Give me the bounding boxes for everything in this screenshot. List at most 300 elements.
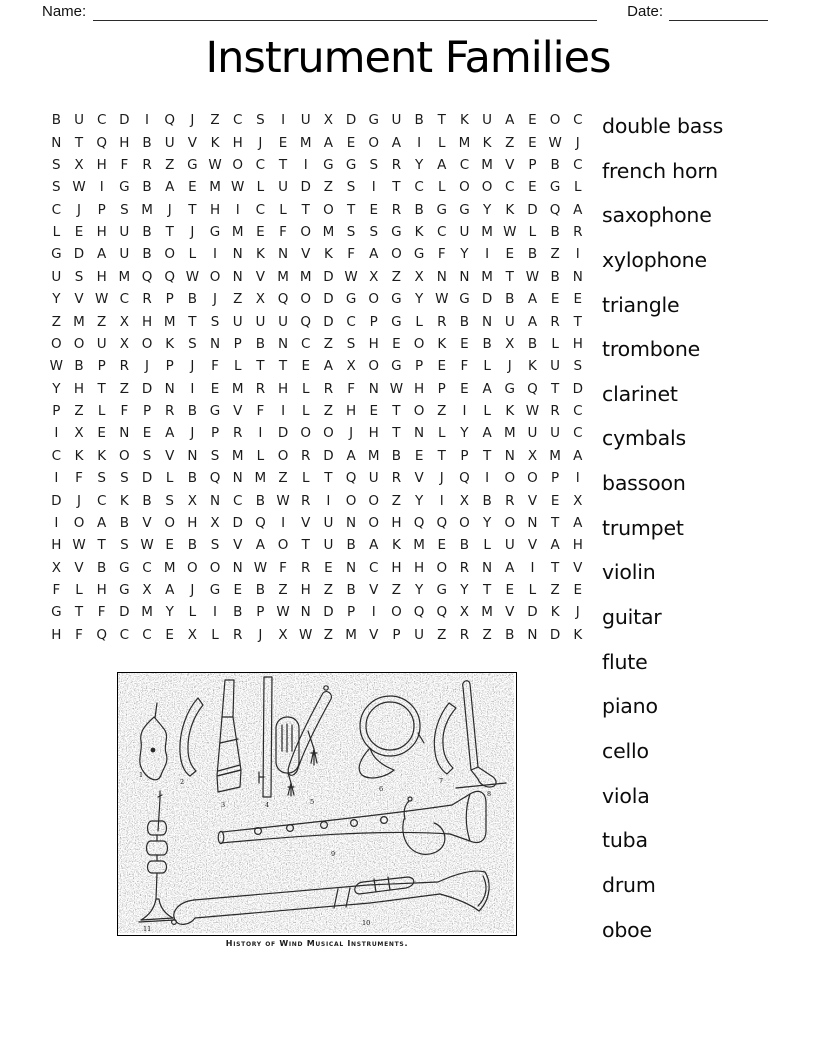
- grid-letter: Y: [482, 201, 492, 218]
- grid-letter: U: [119, 224, 130, 241]
- grid-letter: J: [145, 358, 150, 375]
- grid-letter: Q: [413, 514, 425, 531]
- grid-letter: X: [119, 313, 129, 330]
- grid-letter: H: [232, 134, 243, 151]
- grid-letter: V: [255, 268, 265, 285]
- grid-letter: O: [119, 447, 130, 464]
- grid-letter: X: [142, 582, 152, 599]
- grid-letter: G: [119, 582, 130, 599]
- grid-letter: Q: [436, 514, 448, 531]
- grid-letter: V: [505, 156, 515, 173]
- grid-letter: G: [368, 112, 379, 129]
- grid-letter: O: [549, 112, 561, 129]
- grid-letter: O: [73, 514, 85, 531]
- grid-letter: X: [573, 492, 583, 509]
- grid-letter: E: [210, 380, 220, 397]
- grid-letter: D: [527, 201, 538, 218]
- grid-letter: Y: [460, 582, 469, 599]
- grid-letter: L: [165, 470, 174, 487]
- grid-letter: B: [391, 447, 402, 464]
- grid-letter: Z: [165, 156, 175, 173]
- grid-letter: O: [164, 246, 176, 263]
- grid-letter: E: [97, 425, 106, 442]
- grid-letter: C: [51, 447, 62, 464]
- grid-letter: Q: [300, 313, 312, 330]
- grid-letter: M: [481, 224, 493, 241]
- grid-letter: E: [233, 582, 242, 599]
- grid-letter: S: [52, 156, 61, 173]
- grid-letter: V: [233, 537, 243, 554]
- grid-letter: F: [460, 358, 469, 375]
- grid-letter: S: [210, 447, 220, 464]
- grid-letter: V: [142, 514, 152, 531]
- grid-letter: T: [301, 537, 310, 554]
- grid-letter: R: [437, 313, 447, 330]
- grid-letter: P: [233, 335, 242, 352]
- grid-letter: H: [119, 134, 130, 151]
- name-date-header: [42, 3, 768, 21]
- grid-letter: K: [573, 626, 583, 643]
- grid-letter: K: [505, 403, 515, 420]
- grid-letter: L: [483, 537, 491, 554]
- word-list-item: flute: [602, 649, 648, 674]
- grid-letter: E: [369, 201, 378, 218]
- grid-letter: E: [437, 537, 447, 554]
- figure-number-5: 5: [310, 798, 315, 806]
- grid-letter: W: [344, 268, 358, 285]
- grid-letter: T: [505, 268, 514, 285]
- grid-letter: R: [391, 470, 402, 487]
- grid-letter: W: [435, 291, 449, 308]
- grid-letter: L: [301, 403, 310, 420]
- grid-letter: E: [528, 134, 537, 151]
- word-list-item: bassoon: [602, 471, 686, 496]
- grid-letter: X: [459, 604, 470, 621]
- grid-letter: C: [459, 156, 470, 173]
- grid-letter: A: [165, 582, 175, 599]
- grid-letter: Y: [52, 291, 61, 308]
- grid-letter: N: [346, 559, 357, 576]
- grid-letter: O: [187, 559, 198, 576]
- grid-letter: I: [371, 604, 376, 621]
- grid-letter: E: [165, 537, 174, 554]
- grid-letter: L: [279, 201, 287, 218]
- grid-letter: B: [51, 112, 61, 129]
- grid-letter: O: [73, 335, 85, 352]
- grid-letter: D: [527, 604, 538, 621]
- grid-letter: C: [119, 626, 130, 643]
- grid-letter: V: [233, 403, 243, 420]
- grid-letter: T: [392, 179, 401, 196]
- grid-letter: S: [210, 313, 220, 330]
- grid-letter: I: [145, 112, 150, 129]
- word-list-item: trumpet: [602, 515, 684, 540]
- grid-letter: W: [231, 179, 245, 196]
- grid-letter: E: [301, 358, 310, 375]
- grid-letter: H: [414, 559, 425, 576]
- grid-letter: A: [550, 537, 560, 554]
- grid-letter: X: [505, 335, 515, 352]
- word-list-item: cello: [602, 738, 649, 763]
- grid-letter: V: [573, 559, 583, 576]
- word-list-item: drum: [602, 872, 656, 897]
- grid-letter: W: [299, 626, 313, 643]
- grid-letter: H: [73, 380, 85, 397]
- figure-number-11: 11: [143, 925, 152, 933]
- grid-letter: E: [460, 335, 469, 352]
- grid-letter: M: [299, 268, 312, 285]
- grid-letter: B: [142, 134, 152, 151]
- grid-letter: O: [504, 470, 516, 487]
- grid-letter: L: [188, 604, 197, 621]
- grid-letter: R: [165, 403, 175, 420]
- grid-letter: R: [233, 425, 243, 442]
- grid-letter: H: [391, 514, 402, 531]
- grid-letter: C: [437, 224, 447, 241]
- grid-letter: H: [414, 380, 425, 397]
- word-list-item: oboe: [602, 917, 652, 942]
- figure-number-10: 10: [362, 919, 371, 927]
- grid-letter: R: [301, 559, 311, 576]
- word-list-item: triangle: [602, 292, 680, 317]
- grid-letter: Z: [391, 582, 402, 599]
- grid-letter: D: [141, 380, 153, 397]
- grid-letter: N: [209, 335, 221, 352]
- grid-letter: P: [97, 358, 106, 375]
- grid-letter: B: [414, 112, 424, 129]
- grid-letter: M: [277, 268, 289, 285]
- grid-letter: W: [49, 358, 64, 375]
- grid-letter: B: [142, 492, 152, 509]
- grid-letter: A: [573, 201, 583, 218]
- grid-letter: O: [368, 291, 380, 308]
- grid-letter: B: [414, 201, 424, 218]
- grid-letter: Z: [437, 626, 447, 643]
- grid-letter: Q: [436, 604, 448, 621]
- grid-letter: J: [190, 425, 195, 442]
- date-blank-line: [669, 5, 768, 21]
- word-list-item: tuba: [602, 828, 648, 853]
- grid-letter: E: [505, 246, 515, 263]
- grid-letter: K: [210, 134, 220, 151]
- grid-letter: W: [208, 156, 222, 173]
- grid-letter: F: [279, 224, 287, 241]
- grid-letter: A: [527, 313, 538, 330]
- grid-letter: N: [119, 425, 130, 442]
- grid-letter: G: [119, 559, 130, 576]
- grid-letter: W: [548, 134, 562, 151]
- grid-letter: R: [323, 380, 334, 397]
- grid-letter: M: [141, 604, 153, 621]
- grid-letter: U: [51, 268, 62, 285]
- grid-letter: S: [369, 224, 379, 241]
- grid-letter: B: [505, 291, 515, 308]
- grid-letter: L: [528, 224, 537, 241]
- grid-letter: K: [482, 134, 492, 151]
- grid-letter: O: [345, 492, 357, 509]
- grid-letter: G: [323, 156, 334, 173]
- grid-letter: O: [323, 425, 334, 442]
- grid-letter: T: [392, 403, 401, 420]
- grid-letter: L: [233, 358, 242, 375]
- grid-letter: O: [300, 224, 312, 241]
- grid-letter: T: [550, 514, 560, 531]
- grid-letter: A: [97, 514, 107, 531]
- grid-letter: A: [369, 246, 379, 263]
- grid-letter: M: [254, 470, 267, 487]
- grid-letter: Z: [550, 582, 560, 599]
- grid-letter: R: [459, 559, 470, 576]
- grid-letter: C: [232, 492, 243, 509]
- grid-letter: I: [54, 470, 59, 487]
- grid-letter: B: [142, 179, 152, 196]
- figure-number-8: 8: [487, 790, 492, 798]
- grid-letter: V: [187, 134, 197, 151]
- grid-letter: Q: [164, 112, 176, 129]
- grid-letter: J: [258, 626, 263, 643]
- grid-letter: Z: [482, 626, 492, 643]
- grid-letter: L: [528, 582, 537, 599]
- grid-letter: D: [572, 380, 583, 397]
- grid-letter: N: [368, 380, 379, 397]
- grid-letter: W: [95, 291, 109, 308]
- grid-letter: H: [572, 537, 583, 554]
- grid-letter: D: [481, 291, 493, 308]
- grid-letter: N: [527, 514, 538, 531]
- grid-letter: S: [74, 268, 84, 285]
- grid-letter: S: [573, 358, 583, 375]
- grid-letter: Y: [414, 492, 424, 509]
- grid-letter: R: [505, 492, 515, 509]
- grid-letter: T: [188, 313, 197, 330]
- grid-letter: N: [232, 268, 243, 285]
- grid-letter: S: [97, 470, 106, 487]
- grid-letter: A: [97, 246, 107, 263]
- grid-letter: M: [345, 626, 357, 643]
- grid-letter: V: [74, 559, 84, 576]
- grid-letter: P: [460, 447, 469, 464]
- grid-letter: B: [550, 224, 560, 241]
- grid-letter: K: [391, 537, 401, 554]
- grid-letter: C: [142, 626, 152, 643]
- grid-letter: K: [414, 224, 424, 241]
- grid-letter: E: [573, 291, 583, 308]
- grid-letter: O: [232, 156, 244, 173]
- grid-letter: U: [323, 537, 334, 554]
- figure-number-3: 3: [221, 801, 226, 809]
- grid-letter: V: [527, 492, 538, 509]
- grid-letter: B: [459, 537, 470, 554]
- figure-number-9: 9: [331, 850, 336, 858]
- grid-letter: U: [550, 358, 561, 375]
- grid-letter: W: [503, 224, 517, 241]
- grid-letter: N: [572, 268, 583, 285]
- grid-letter: O: [300, 425, 312, 442]
- grid-letter: N: [278, 335, 289, 352]
- grid-letter: B: [142, 224, 152, 241]
- grid-letter: M: [231, 224, 244, 241]
- grid-letter: B: [550, 268, 560, 285]
- grid-letter: U: [255, 313, 266, 330]
- grid-letter: X: [414, 268, 424, 285]
- grid-letter: N: [232, 470, 243, 487]
- grid-letter: P: [165, 291, 174, 308]
- grid-letter: Z: [550, 246, 560, 263]
- grid-letter: T: [437, 447, 446, 464]
- grid-letter: U: [527, 425, 538, 442]
- grid-letter: I: [575, 470, 580, 487]
- grid-letter: Q: [549, 201, 561, 218]
- grid-letter: W: [276, 604, 290, 621]
- grid-letter: I: [281, 112, 286, 129]
- grid-letter: X: [459, 492, 470, 509]
- grid-letter: T: [256, 358, 265, 375]
- grid-letter: N: [436, 268, 447, 285]
- grid-letter: O: [459, 179, 470, 196]
- grid-letter: P: [346, 604, 356, 621]
- grid-letter: A: [482, 425, 492, 442]
- grid-letter: L: [437, 179, 446, 196]
- grid-letter: U: [504, 313, 515, 330]
- grid-letter: E: [392, 335, 401, 352]
- grid-letter: F: [347, 380, 355, 397]
- grid-letter: L: [551, 335, 559, 352]
- grid-letter: N: [459, 268, 470, 285]
- grid-letter: L: [437, 425, 446, 442]
- grid-letter: C: [142, 559, 152, 576]
- grid-letter: S: [142, 447, 152, 464]
- figure-caption: History of Wind Musical Instruments.: [225, 939, 409, 948]
- grid-letter: P: [165, 358, 174, 375]
- grid-letter: U: [504, 537, 515, 554]
- grid-letter: V: [369, 582, 379, 599]
- grid-letter: F: [211, 358, 219, 375]
- grid-letter: F: [52, 582, 61, 599]
- grid-letter: M: [481, 268, 493, 285]
- grid-letter: V: [74, 291, 84, 308]
- grid-letter: O: [51, 335, 62, 352]
- grid-letter: L: [256, 447, 265, 464]
- grid-letter: Z: [323, 179, 334, 196]
- grid-letter: G: [51, 246, 62, 263]
- grid-letter: V: [414, 470, 424, 487]
- word-list-item: guitar: [602, 605, 662, 630]
- grid-letter: X: [187, 626, 197, 643]
- grid-letter: G: [413, 246, 425, 263]
- grid-letter: S: [346, 335, 356, 352]
- grid-letter: I: [281, 514, 286, 531]
- grid-letter: H: [96, 156, 107, 173]
- grid-letter: E: [528, 179, 537, 196]
- grid-letter: L: [301, 470, 310, 487]
- grid-letter: C: [369, 559, 379, 576]
- grid-letter: D: [323, 291, 334, 308]
- grid-letter: P: [551, 470, 560, 487]
- grid-letter: X: [119, 335, 129, 352]
- grid-letter: Z: [323, 335, 334, 352]
- grid-letter: Z: [278, 470, 288, 487]
- grid-letter: H: [96, 224, 107, 241]
- grid-letter: N: [414, 425, 425, 442]
- grid-letter: J: [190, 582, 195, 599]
- grid-letter: G: [51, 604, 62, 621]
- grid-letter: B: [187, 537, 197, 554]
- grid-letter: I: [54, 514, 59, 531]
- grid-letter: O: [277, 447, 289, 464]
- grid-letter: Q: [141, 268, 153, 285]
- grid-letter: E: [142, 425, 152, 442]
- grid-letter: N: [482, 313, 493, 330]
- grid-letter: Y: [414, 582, 424, 599]
- grid-letter: C: [96, 112, 107, 129]
- grid-letter: Y: [414, 156, 424, 173]
- word-list-item: xylophone: [602, 247, 707, 272]
- grid-letter: G: [119, 179, 130, 196]
- grid-letter: B: [142, 246, 152, 263]
- grid-letter: Q: [96, 134, 107, 151]
- grid-letter: Z: [437, 403, 447, 420]
- grid-letter: C: [573, 425, 583, 442]
- grid-letter: P: [210, 425, 220, 442]
- grid-letter: L: [574, 179, 582, 196]
- word-search-grid: [45, 109, 589, 646]
- grid-letter: T: [324, 470, 333, 487]
- grid-letter: M: [299, 134, 312, 151]
- grid-letter: Q: [209, 470, 221, 487]
- grid-letter: M: [549, 447, 561, 464]
- grid-letter: E: [165, 626, 174, 643]
- grid-letter: C: [573, 156, 583, 173]
- grid-letter: A: [573, 514, 583, 531]
- grid-letter: U: [74, 112, 84, 129]
- grid-letter: F: [279, 559, 287, 576]
- grid-letter: W: [389, 380, 404, 397]
- grid-letter: I: [417, 134, 422, 151]
- grid-letter: G: [391, 291, 402, 308]
- word-list-item: cymbals: [602, 426, 686, 451]
- grid-letter: Y: [460, 425, 469, 442]
- grid-letter: H: [391, 559, 402, 576]
- grid-letter: D: [323, 268, 334, 285]
- grid-letter: B: [482, 335, 492, 352]
- grid-letter: Q: [277, 291, 289, 308]
- grid-letter: H: [345, 403, 357, 420]
- grid-letter: T: [165, 224, 174, 241]
- grid-letter: Y: [460, 246, 469, 263]
- grid-letter: M: [503, 425, 516, 442]
- grid-letter: U: [459, 224, 470, 241]
- grid-letter: O: [277, 537, 289, 554]
- grid-letter: L: [437, 134, 446, 151]
- grid-letter: E: [74, 224, 84, 241]
- grid-letter: X: [278, 626, 288, 643]
- grid-letter: G: [436, 201, 447, 218]
- grid-letter: E: [369, 403, 378, 420]
- grid-letter: K: [255, 246, 265, 263]
- grid-letter: B: [550, 156, 560, 173]
- grid-letter: W: [140, 537, 154, 554]
- grid-letter: I: [281, 403, 286, 420]
- grid-letter: C: [414, 179, 424, 196]
- grid-letter: U: [96, 335, 107, 352]
- grid-letter: J: [213, 291, 218, 308]
- grid-letter: M: [481, 604, 493, 621]
- grid-letter: R: [550, 403, 560, 420]
- grid-letter: D: [73, 246, 85, 263]
- grid-letter: A: [505, 112, 515, 129]
- grid-letter: B: [346, 582, 356, 599]
- grid-letter: S: [346, 179, 356, 196]
